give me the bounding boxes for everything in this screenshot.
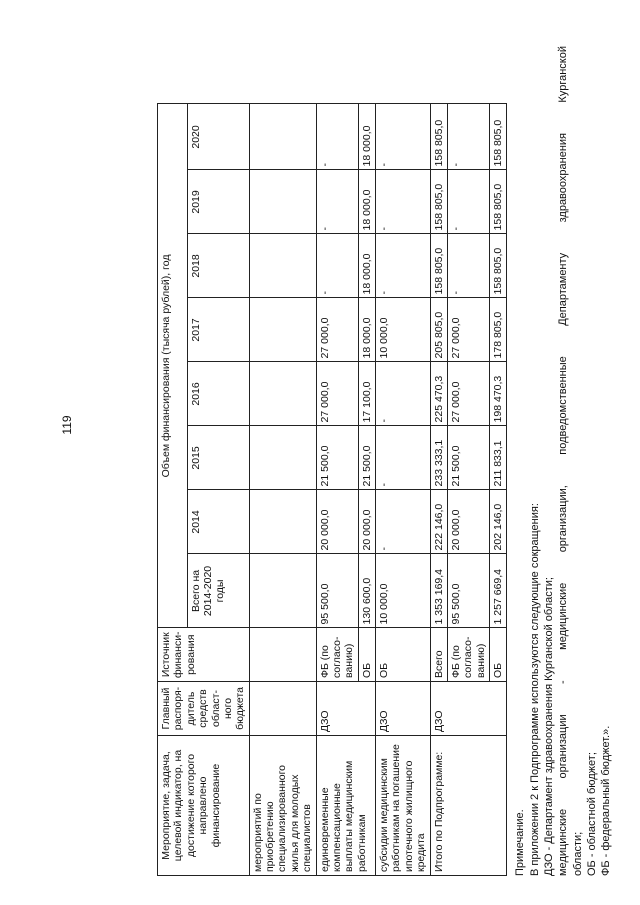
row-value [249, 362, 316, 426]
row-source: ОБ [490, 628, 507, 682]
row-activity: единовременные компенсационные выплаты медицинским работникам [316, 736, 376, 876]
row-value: - [376, 234, 431, 298]
row-value: 158 805,0 [430, 234, 447, 298]
row-source: ФБ (по согласо-ванию) [447, 628, 489, 682]
row-value: 18 000,0 [358, 298, 375, 362]
row-source: ОБ [358, 628, 375, 682]
notes-title: Примечание. [514, 809, 527, 876]
row-value: 158 805,0 [430, 170, 447, 234]
notes-line: области; [571, 831, 584, 876]
row-value: 21 500,0 [447, 426, 489, 490]
row-manager: ДЗО [376, 682, 431, 736]
row-value: 21 500,0 [316, 426, 358, 490]
table-row [249, 104, 316, 876]
row-value [249, 426, 316, 490]
table-row [376, 104, 431, 876]
row-value: - [316, 104, 358, 170]
row-source [249, 628, 316, 682]
row-value: - [447, 234, 489, 298]
row-value: - [447, 104, 489, 170]
row-total [249, 554, 316, 628]
row-value: - [376, 362, 431, 426]
row-manager: ДЗО [316, 682, 376, 736]
row-source: ФБ (по согласо-ванию) [316, 628, 358, 682]
row-value: 158 805,0 [430, 104, 447, 170]
table-row [316, 104, 358, 876]
row-source: ОБ [376, 628, 431, 682]
header-manager: Главный распоря-дитель средств област-ного бюджета [158, 682, 250, 736]
row-total: 95 500,0 [447, 554, 489, 628]
header-year: 2018 [187, 234, 249, 298]
row-value: 27 000,0 [447, 362, 489, 426]
row-value [249, 104, 316, 170]
row-value [249, 490, 316, 554]
row-activity: мероприятий по приобретению специализированного жилья для молодых специалистов [249, 736, 316, 876]
rotated-content [157, 46, 613, 876]
row-value: 17 100,0 [358, 362, 375, 426]
row-value: 27 000,0 [316, 298, 358, 362]
row-value [249, 170, 316, 234]
row-value: 20 000,0 [316, 490, 358, 554]
header-total: Всего на 2014-2020 годы [187, 554, 249, 628]
row-value: 198 470,3 [490, 362, 507, 426]
row-value: - [376, 170, 431, 234]
row-value [249, 234, 316, 298]
row-value: 158 805,0 [490, 234, 507, 298]
notes-line: В приложении 2 к Подпрограмме используются следующие сокращения: [528, 503, 541, 876]
row-value: 20 000,0 [358, 490, 375, 554]
row-value: 202 146,0 [490, 490, 507, 554]
row-manager [249, 682, 316, 736]
row-value: 205 805,0 [430, 298, 447, 362]
row-manager: ДЗО [430, 682, 507, 736]
row-value: 10 000,0 [376, 298, 431, 362]
row-value: 18 000,0 [358, 234, 375, 298]
row-total: 130 600,0 [358, 554, 375, 628]
row-value: - [447, 170, 489, 234]
financing-table [157, 103, 507, 876]
header-year: 2019 [187, 170, 249, 234]
row-total: 1 257 669,4 [490, 554, 507, 628]
header-year: 2020 [187, 104, 249, 170]
row-value: 21 500,0 [358, 426, 375, 490]
row-value: - [376, 490, 431, 554]
notes-line: ОБ - областной бюджет; [585, 752, 598, 876]
row-activity: Итого по Подпрограмме: [430, 736, 507, 876]
table-row [430, 104, 447, 876]
row-value: 20 000,0 [447, 490, 489, 554]
header-volume: Объем финансирования (тысяча рублей), год [158, 104, 188, 628]
row-value: - [376, 426, 431, 490]
header-source: Источник финанси-рования [158, 628, 250, 682]
header-year: 2014 [187, 490, 249, 554]
row-value: 18 000,0 [358, 170, 375, 234]
row-value: 27 000,0 [447, 298, 489, 362]
row-source: Всего [430, 628, 447, 682]
row-value: 211 833,1 [490, 426, 507, 490]
row-value: 178 805,0 [490, 298, 507, 362]
header-year: 2017 [187, 298, 249, 362]
row-value: - [316, 170, 358, 234]
notes-line: ДЗО - Департамент здравоохранения Курганской области; [542, 577, 555, 876]
row-value: 222 146,0 [430, 490, 447, 554]
row-value: 18 000,0 [358, 104, 375, 170]
row-value: 233 333,1 [430, 426, 447, 490]
notes-line: медицинские организации - медицинские организации, подведомственные Департаменту здравоохранения Курганской [557, 46, 570, 876]
row-total: 10 000,0 [376, 554, 431, 628]
row-value: 225 470,3 [430, 362, 447, 426]
header-year: 2015 [187, 426, 249, 490]
row-total: 95 500,0 [316, 554, 358, 628]
row-value: 158 805,0 [490, 104, 507, 170]
row-activity: субсидии медицинским работникам на погашение ипотечного жилищного кредита [376, 736, 431, 876]
header-year: 2016 [187, 362, 249, 426]
header-activity: Мероприятие, задача, целевой индикатор, на достижение которого направлено финансирование [158, 736, 250, 876]
row-value [249, 298, 316, 362]
row-value: 27 000,0 [316, 362, 358, 426]
row-value: - [376, 104, 431, 170]
page-number: 119 [60, 415, 74, 435]
notes-line: ФБ - федеральный бюджет.». [600, 725, 613, 876]
notes [513, 46, 613, 876]
row-value: - [316, 234, 358, 298]
row-total: 1 353 169,4 [430, 554, 447, 628]
row-value: 158 805,0 [490, 170, 507, 234]
